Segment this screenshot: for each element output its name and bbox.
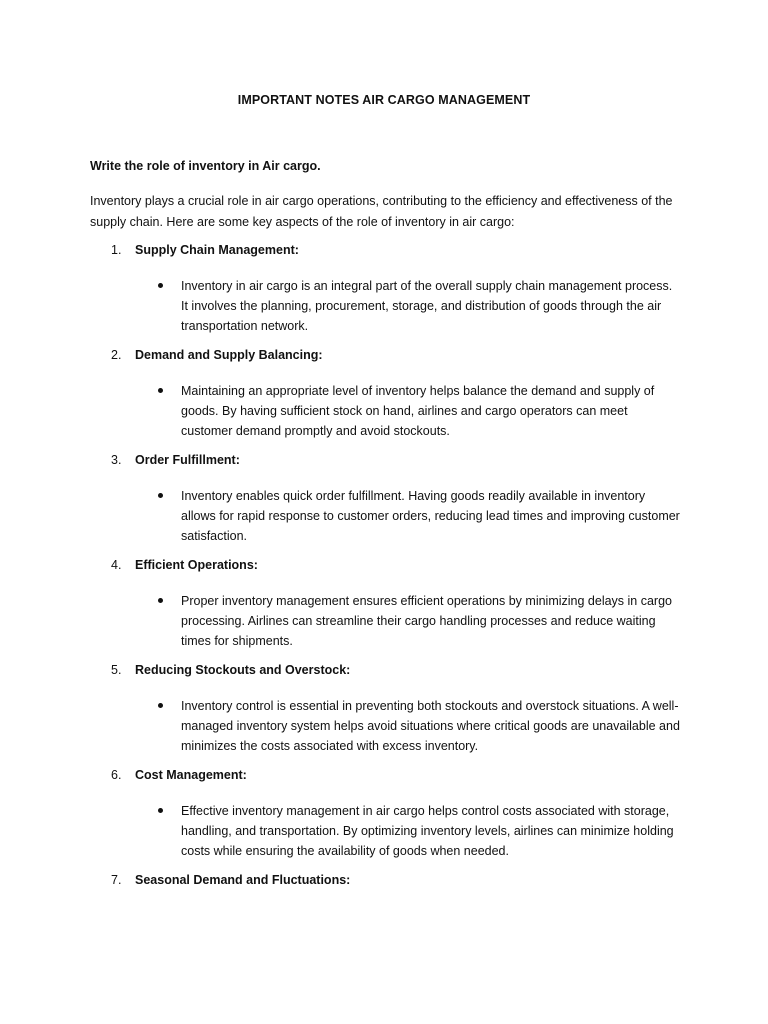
list-item-label: Supply Chain Management: [135, 243, 299, 257]
bullet-point [0, 276, 768, 336]
bullet-dot-icon [158, 598, 163, 603]
bullet-point [0, 381, 768, 441]
list-item-label: Efficient Operations: [135, 558, 258, 572]
list-item-number: 3. [111, 453, 122, 467]
bullet-point [0, 696, 768, 756]
list-item [0, 453, 768, 546]
list-item-heading [0, 453, 768, 473]
list-item-heading [0, 768, 768, 788]
list-item [0, 348, 768, 441]
list-item-number: 6. [111, 768, 122, 782]
list-item-label: Order Fulfillment: [135, 453, 240, 467]
bullet-text: Inventory in air cargo is an integral part of the overall supply chain management process. It involves the planning, procurement, storage, and distribution of goods through the air transportation network. [181, 279, 673, 333]
bullet-dot-icon [158, 493, 163, 498]
bullet-text: Inventory control is essential in preventing both stockouts and overstock situations. A well-managed inventory system helps avoid situations where critical goods are unavailable and minimizes the costs associated with excess inventory. [181, 699, 680, 753]
list-item [0, 768, 768, 861]
list-item-number: 5. [111, 663, 122, 677]
list-item-heading [0, 558, 768, 578]
bullet-dot-icon [158, 808, 163, 813]
bullet-text: Effective inventory management in air cargo helps control costs associated with storage, handling, and transportation. By optimizing inventory levels, airlines can minimize holding costs while ensuring the availability of goods when needed. [181, 804, 674, 858]
list-item-heading [0, 348, 768, 368]
list-item-heading [0, 873, 768, 893]
numbered-list [0, 243, 768, 893]
list-item-label: Cost Management: [135, 768, 247, 782]
list-item-number: 1. [111, 243, 122, 257]
list-item [0, 663, 768, 756]
bullet-text: Proper inventory management ensures efficient operations by minimizing delays in cargo processing. Airlines can streamline their cargo handling processes and reduce waiting times for shipments. [181, 594, 672, 648]
list-item-label: Reducing Stockouts and Overstock: [135, 663, 351, 677]
question-heading: Write the role of inventory in Air cargo. [90, 159, 321, 173]
intro-paragraph: Inventory plays a crucial role in air cargo operations, contributing to the efficiency and effectiveness of the supply chain. Here are some key aspects of the role of inventory in air cargo: [90, 194, 673, 229]
list-item-heading [0, 243, 768, 263]
list-item [0, 873, 768, 893]
list-item-label: Seasonal Demand and Fluctuations: [135, 873, 351, 887]
bullet-point [0, 591, 768, 651]
list-item-number: 2. [111, 348, 122, 362]
list-item-heading [0, 663, 768, 683]
list-item-number: 7. [111, 873, 122, 887]
bullet-dot-icon [158, 283, 163, 288]
bullet-point [0, 801, 768, 861]
document-title: IMPORTANT NOTES AIR CARGO MANAGEMENT [237, 93, 531, 107]
bullet-dot-icon [158, 388, 163, 393]
bullet-text: Maintaining an appropriate level of inventory helps balance the demand and supply of goods. By having sufficient stock on hand, airlines and cargo operators can meet customer demand promptly and avoid stockouts. [181, 384, 655, 438]
list-item-label: Demand and Supply Balancing: [135, 348, 323, 362]
bullet-point [0, 486, 768, 546]
list-item-number: 4. [111, 558, 122, 572]
list-item [0, 243, 768, 336]
bullet-text: Inventory enables quick order fulfillment. Having goods readily available in inventory allows for rapid response to customer orders, reducing lead times and improving customer satisfaction. [181, 489, 680, 543]
bullet-dot-icon [158, 703, 163, 708]
list-item [0, 558, 768, 651]
